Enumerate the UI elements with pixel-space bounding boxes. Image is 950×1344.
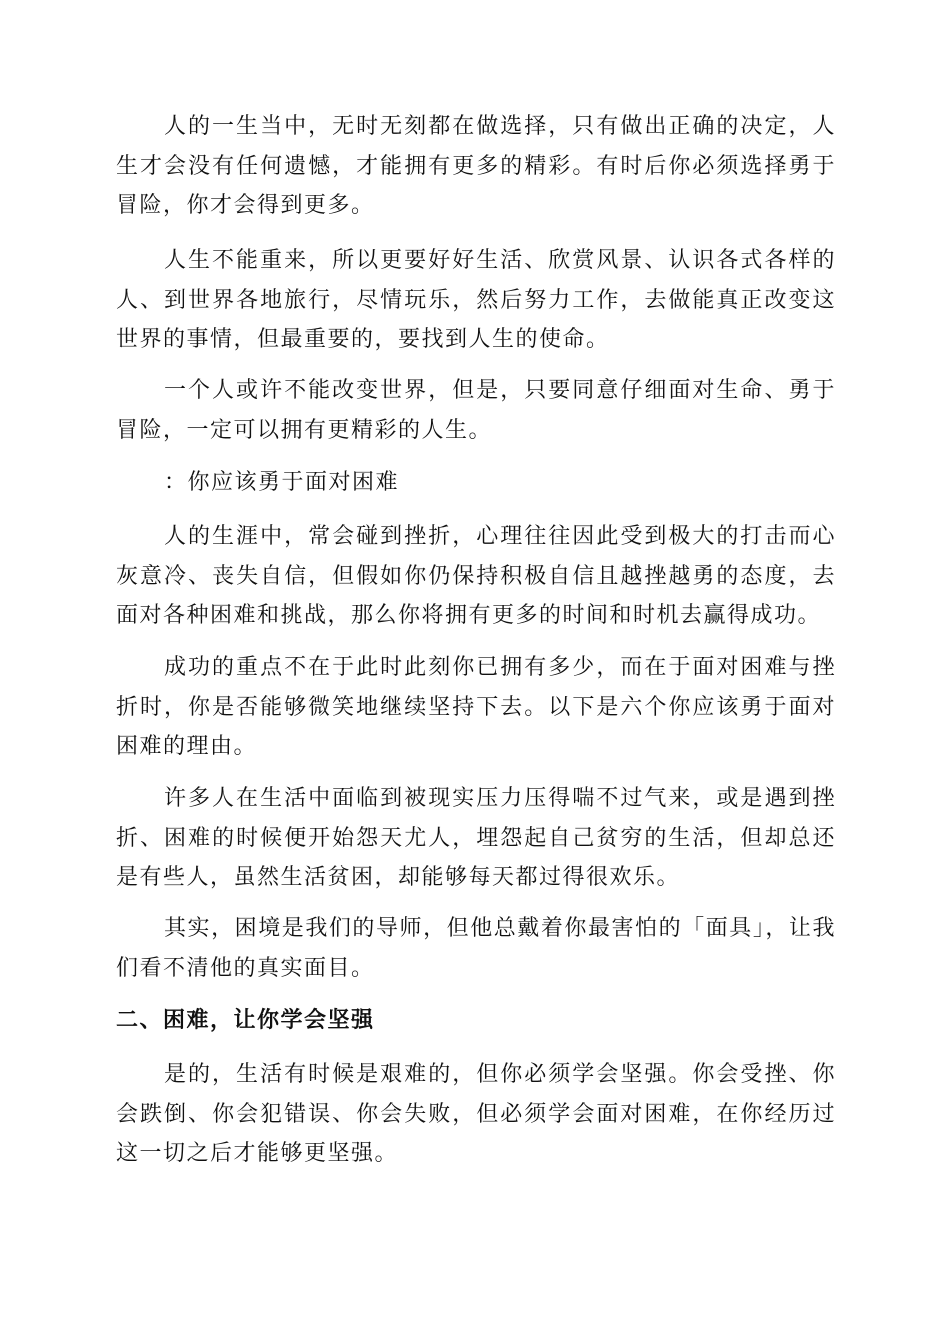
paragraph-1: 人的一生当中，无时无刻都在做选择，只有做出正确的决定，人生才会没有任何遗憾，才能拥有更多的精彩。有时后你必须选择勇于冒险，你才会得到更多。 (116, 114, 836, 218)
paragraph-5: 人的生涯中，常会碰到挫折，心理往往因此受到极大的打击而心灰意冷、丧失自信，但假如你仍保持积极自信且越挫越勇的态度，去面对各种困难和挑战，那么你将拥有更多的时间和时机去赢得成功。 (116, 524, 836, 628)
paragraph-7: 许多人在生活中面临到被现实压力压得喘不过气来，或是遇到挫折、困难的时候便开始怨天尤人，埋怨起自己贫穷的生活，但却总还是有些人，虽然生活贫困，却能够每天都过得很欢乐。 (116, 786, 836, 890)
paragraph-2: 人生不能重来，所以更要好好生活、欣赏风景、认识各式各样的人、到世界各地旅行，尽情玩乐，然后努力工作，去做能真正改变这世界的事情，但最重要的，要找到人生的使命。 (116, 248, 836, 352)
section-heading: 二、困难，让你学会坚强 (116, 1007, 375, 1033)
paragraph-4: ：你应该勇于面对困难 (164, 470, 400, 495)
paragraph-8: 其实，困境是我们的导师，但他总戴着你最害怕的「面具」，让我们看不清他的真实面目。 (116, 916, 836, 981)
paragraph-6: 成功的重点不在于此时此刻你已拥有多少，而在于面对困难与挫折时，你是否能够微笑地继续坚持下去。以下是六个你应该勇于面对困难的理由。 (116, 655, 836, 759)
paragraph-3: 一个人或许不能改变世界，但是，只要同意仔细面对生命、勇于冒险，一定可以拥有更精彩的人生。 (116, 378, 836, 443)
closing-paragraph: 是的，生活有时候是艰难的，但你必须学会坚强。你会受挫、你会跌倒、你会犯错误、你会失败，但必须学会面对困难，在你经历过这一切之后才能够更坚强。 (116, 1062, 836, 1166)
